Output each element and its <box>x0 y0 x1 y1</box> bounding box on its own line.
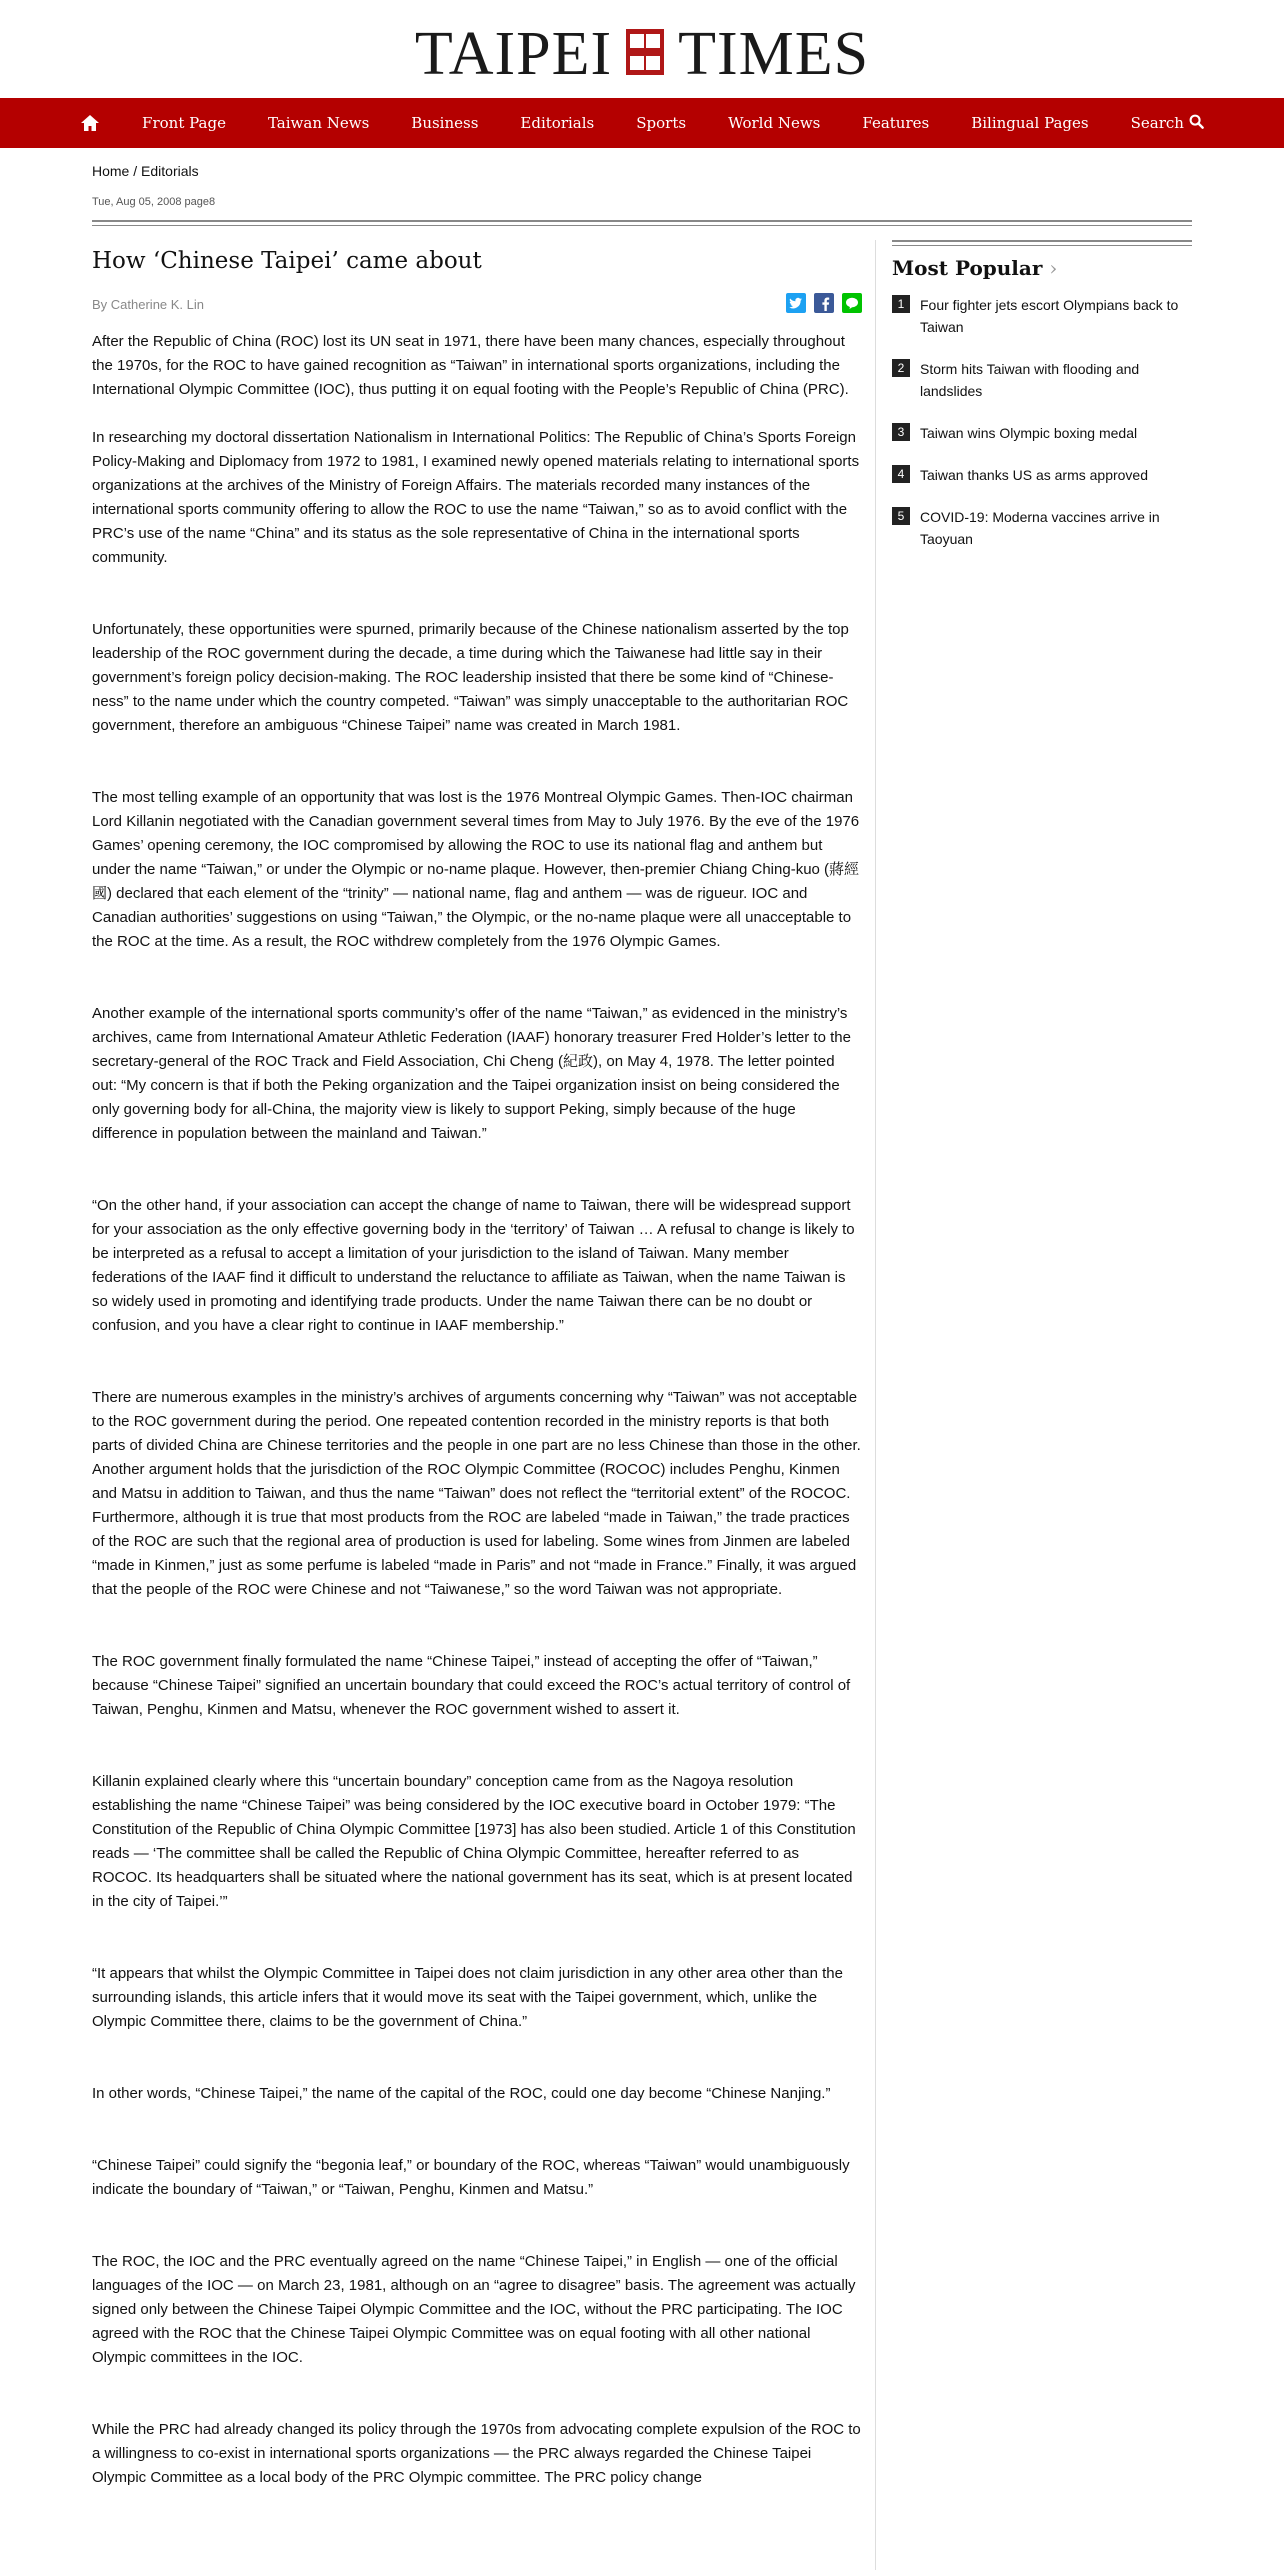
most-popular-label: Most Popular <box>892 256 1043 280</box>
article-paragraph: There are numerous examples in the ministry’s archives of arguments concerning why “Taiwan” was not acceptable to the ROC government during the period. One repeated contention recorded in the ministry reports is that both parts of divided China are Chinese territories and the people in one part are no less Chinese than those in the other. Another argument holds that the jurisdiction of the ROC Olympic Committee (ROCOC) includes Penghu, Kinmen and Matsu in addition to Taiwan, and thus the name “Taiwan” does not reflect the “territorial extent” of the ROCOC. Furthermore, although it is true that most products from the ROC are labeled “made in Taiwan,” the trade practices of the ROC are such that the regional area of production is used for labeling. Some wines from Jinmen are labeled “made in Kinmen,” just as some perfume is labeled “made in Paris” and not “made in France.” Finally, it was argued that the people of the ROC were Chinese and not “Taiwanese,” so the word Taiwan was not appropriate. <box>92 1389 861 1598</box>
twitter-share-icon[interactable] <box>786 293 806 313</box>
line-share-icon[interactable] <box>842 293 862 313</box>
popular-rank: 4 <box>892 465 910 483</box>
top-divider <box>92 220 1192 226</box>
nav-editorials[interactable]: Editorials <box>520 114 595 132</box>
most-popular-sidebar <box>892 240 1192 570</box>
nav-search-label: Search <box>1130 114 1184 132</box>
byline-row <box>92 296 862 318</box>
nav-business[interactable]: Business <box>411 114 479 132</box>
popular-headline: Storm hits Taiwan with flooding and landslides <box>920 361 1140 399</box>
popular-item[interactable] <box>892 464 1192 486</box>
breadcrumb-home[interactable]: Home <box>92 163 130 179</box>
article-paragraph: In other words, “Chinese Taipei,” the name of the capital of the ROC, could one day become “Chinese Nanjing.” <box>92 2085 831 2102</box>
nav-front-page[interactable]: Front Page <box>142 114 226 132</box>
article-paragraph: “It appears that whilst the Olympic Committee in Taipei does not claim jurisdiction in any other area other than the surrounding islands, this article infers that it would move its seat with the Taipei government, which, unlike the Olympic Committee there, claims to be the government of China.” <box>92 1965 843 2030</box>
popular-headline: COVID-19: Moderna vaccines arrive in Taoyuan <box>920 509 1160 547</box>
article-paragraph: While the PRC had already changed its policy through the 1970s from advocating complete expulsion of the ROC to a willingness to co-exist in international sports organizations — the PRC always regarded the Chinese Taipei Olympic Committee as a local body of the PRC Olympic committee. The PRC policy change <box>92 2421 861 2486</box>
article-paragraph: Unfortunately, these opportunities were spurned, primarily because of the Chinese nationalism asserted by the top leadership of the ROC government during the decade, a time during which the Taiwanese had little say in their government’s foreign policy decision-making. The ROC leadership insisted that there be some kind of “Chinese-ness” to the name under which the country competed. “Taiwan” was simply unacceptable to the authoritarian ROC government, therefore an ambiguous “Chinese Taipei” name was created in March 1981. <box>92 621 849 734</box>
popular-rank: 2 <box>892 359 910 377</box>
article-paragraph: The ROC, the IOC and the PRC eventually agreed on the name “Chinese Taipei,” in English — one of the official languages of the IOC — on March 23, 1981, although on an “agree to disagree” basis. The agreement was actually signed only between the Chinese Taipei Olympic Committee and the IOC, without the PRC participating. The IOC agreed with the ROC that the Chinese Taipei Olympic Committee was on equal footing with all other national Olympic committees in the IOC. <box>92 2253 856 2366</box>
breadcrumb <box>92 163 199 179</box>
article-paragraph: After the Republic of China (ROC) lost its UN seat in 1971, there have been many chances, especially throughout the 1970s, for the ROC to have gained recognition as “Taiwan” in international sports organizations, including the International Olympic Committee (IOC), thus putting it on equal footing with the People’s Republic of China (PRC). <box>92 333 849 398</box>
byline: By Catherine K. Lin <box>92 297 205 312</box>
article-paragraph: “Chinese Taipei” could signify the “begonia leaf,” or boundary of the ROC, whereas “Taiwan” would unambiguously indicate the boundary of “Taiwan,” or “Taiwan, Penghu, Kinmen and Matsu.” <box>92 2157 850 2198</box>
popular-rank: 5 <box>892 507 910 525</box>
nav-search[interactable] <box>1110 114 1225 133</box>
popular-rank: 1 <box>892 295 910 313</box>
popular-headline: Four fighter jets escort Olympians back to Taiwan <box>920 297 1179 335</box>
sidebar-divider <box>892 240 1192 246</box>
home-icon[interactable] <box>59 114 121 132</box>
popular-item[interactable] <box>892 506 1192 550</box>
article-main <box>92 248 862 2490</box>
nav-bilingual-pages[interactable]: Bilingual Pages <box>971 114 1089 132</box>
article-body <box>92 330 862 2490</box>
facebook-share-icon[interactable] <box>814 293 834 313</box>
popular-rank: 3 <box>892 423 910 441</box>
share-buttons <box>786 293 862 313</box>
popular-headline: Taiwan wins Olympic boxing medal <box>920 425 1138 441</box>
article-paragraph: Killanin explained clearly where this “uncertain boundary” conception came from as the Nagoya resolution establishing the name “Chinese Taipei” was being considered by the IOC executive board in October 1979: “The Constitution of the Republic of China Olympic Committee [1973] has also been studied. Article 1 of this Constitution reads — ‘The committee shall be called the Republic of China Olympic Committee, hereafter referred to as ROCOC. Its headquarters shall be situated where the national government has its seat, which is at present located in the city of Taipei.’” <box>92 1773 856 1910</box>
chevron-right-icon: › <box>1049 256 1058 280</box>
most-popular-title[interactable] <box>892 256 1192 280</box>
dateline: Tue, Aug 05, 2008 page8 <box>92 196 216 208</box>
most-popular-list <box>892 294 1192 550</box>
site-header <box>0 0 1284 98</box>
article-paragraph: Another example of the international sports community’s offer of the name “Taiwan,” as evidenced in the ministry’s archives, came from International Amateur Athletic Federation (IAAF) honorary treasurer Fred Holder’s letter to the secretary-general of the ROC Track and Field Association, Chi Cheng (紀政), on May 4, 1978. The letter pointed out: “My concern is that if both the Peking organization and the Taipei organization insist on being considered the only governing body for all-China, the majority view is likely to support Peking, simply because of the huge difference in population between the mainland and Taiwan.” <box>92 1005 851 1142</box>
site-logo[interactable] <box>0 18 1284 88</box>
logo-word-right: TIMES <box>678 19 870 88</box>
nav-features[interactable]: Features <box>862 114 930 132</box>
column-divider <box>875 240 876 2570</box>
article-paragraph: The most telling example of an opportunity that was lost is the 1976 Montreal Olympic Games. Then-IOC chairman Lord Killanin negotiated with the Canadian government several times from May to July 1976. By the eve of the 1976 Games’ opening ceremony, the IOC compromised by allowing the ROC to use its national flag and anthem but under the name “Taiwan,” or under the Olympic or no-name plaque. However, then-premier Chiang Ching-kuo (蔣經國) declared that each element of the “trinity” — national name, flag and anthem — was de rigueur. IOC and Canadian authorities’ suggestions on using “Taiwan,” the Olympic, or the no-name plaque were all unacceptable to the ROC at the time. As a result, the ROC withdrew completely from the 1976 Olympic Games. <box>92 789 860 950</box>
popular-headline: Taiwan thanks US as arms approved <box>920 467 1148 483</box>
main-nav <box>0 98 1284 148</box>
popular-item[interactable] <box>892 294 1192 338</box>
search-icon <box>1184 114 1204 133</box>
logo-seal-icon <box>626 29 664 75</box>
article-title: How ‘Chinese Taipei’ came about <box>92 248 482 274</box>
article-paragraph: “On the other hand, if your association can accept the change of name to Taiwan, there will be widespread support for your association as the only effective governing body in the ‘territory’ of Taiwan … A refusal to change is likely to be interpreted as a refusal to accept a limitation of your jurisdiction to the island of Taiwan. Many member federations of the IAAF find it difficult to understand the reluctance to affiliate as Taiwan, when the name Taiwan is so widely used in promoting and identifying trade products. Under the name Taiwan there can be no doubt or confusion, and you have a clear right to continue in IAAF membership.” <box>92 1197 855 1334</box>
nav-sports[interactable]: Sports <box>636 114 687 132</box>
article-paragraph: In researching my doctoral dissertation Nationalism in International Politics: The Republic of China’s Sports Foreign Policy-Making and Diplomacy from 1972 to 1981, I examined newly opened materials relating to international sports organizations at the archives of the Ministry of Foreign Affairs. The materials recorded many instances of the international sports community offering to allow the ROC to use the name “Taiwan,” so as to avoid conflict with the PRC’s use of the name “China” and its status as the sole representative of China in the international sports community. <box>92 429 860 566</box>
nav-taiwan-news[interactable]: Taiwan News <box>267 114 370 132</box>
article-paragraph: The ROC government finally formulated the name “Chinese Taipei,” instead of accepting the offer of “Taiwan,” because “Chinese Taipei” signified an uncertain boundary that could exceed the ROC’s actual territory of control of Taiwan, Penghu, Kinmen and Matsu, whenever the ROC government wished to assert it. <box>92 1653 851 1718</box>
logo-word-left: TAIPEI <box>414 19 613 88</box>
popular-item[interactable] <box>892 422 1192 444</box>
breadcrumb-separator: / <box>133 163 138 179</box>
nav-world-news[interactable]: World News <box>728 114 821 132</box>
popular-item[interactable] <box>892 358 1192 402</box>
breadcrumb-section[interactable]: Editorials <box>141 163 199 179</box>
